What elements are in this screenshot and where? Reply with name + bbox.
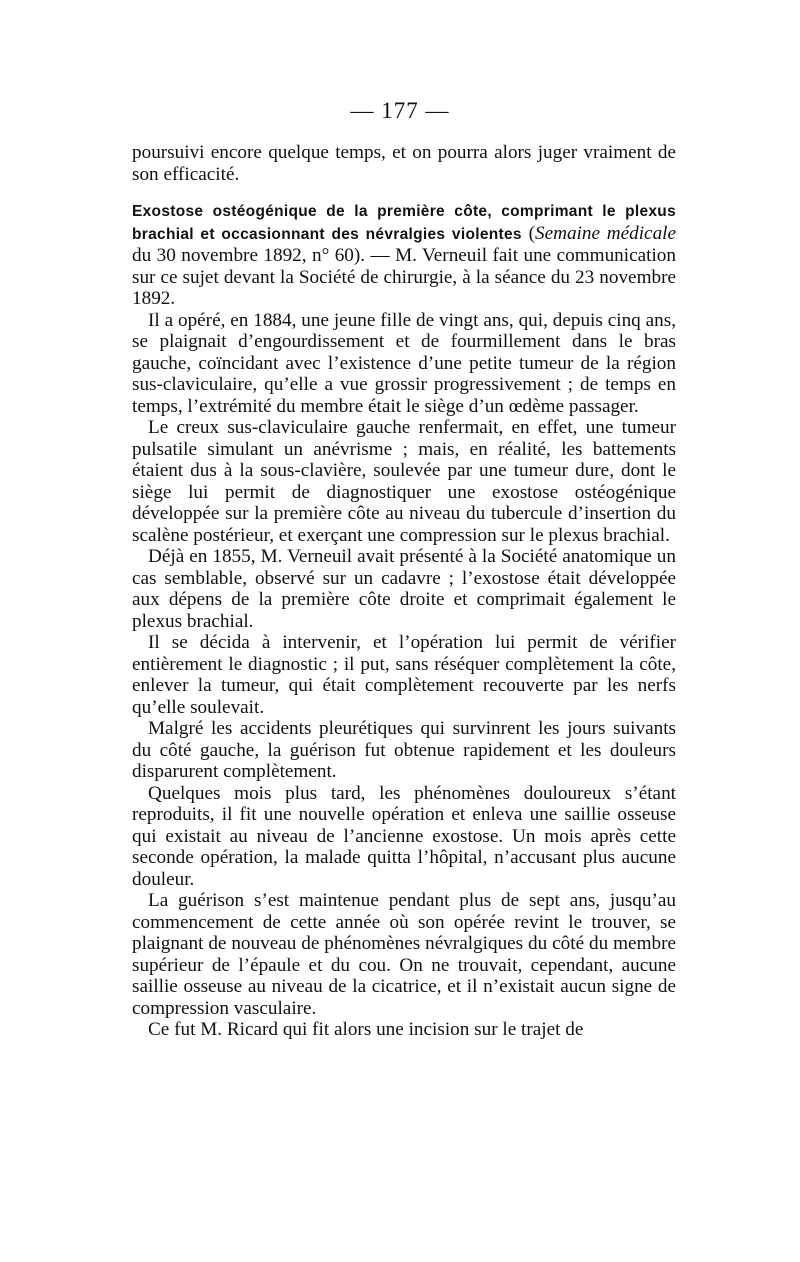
source-details: du 30 novembre 1892, n° 60). — M. Verneuil fait une communication sur ce sujet devant la Société de chirurgie, à la séance du 23 novembre 1892. [132, 245, 676, 309]
article-title: Exostose ostéogénique de la première côte, comprimant le plexus brachial et occasionnant des névralgies violentes [132, 203, 676, 243]
article [132, 200, 676, 1041]
source-open: ( [528, 222, 535, 244]
body-paragraph: Déjà en 1855, M. Verneuil avait présenté à la Société anatomique un cas semblable, observé sur un cadavre ; l’exostose était développée aux dépens de la première côte droite et comprimait également le plexus brachial. [132, 546, 676, 632]
source-journal: Semaine médicale [534, 222, 677, 244]
page-number: — 177 — [350, 98, 450, 123]
body-paragraph: Quelques mois plus tard, les phénomènes douloureux s’étant reproduits, il fit une nouvelle opération et enleva une saillie osseuse qui existait au niveau de l’ancienne exostose. Un mois après cette seconde opération, la malade quitta l’hôpital, n’accusant plus aucune douleur. [132, 782, 676, 890]
intro-block [132, 142, 676, 185]
body-paragraph: Ce fut M. Ricard qui fit alors une incision sur le trajet de [148, 1019, 584, 1040]
intro-paragraph: poursuivi encore quelque temps, et on pourra alors juger vraiment de son efficacité. [132, 142, 676, 185]
article-heading-paragraph [132, 200, 676, 310]
body-paragraph: Il se décida à intervenir, et l’opération lui permit de vérifier entièrement le diagnostic ; il put, sans réséquer complètement la côte, enlever la tumeur, qui était complètement recouverte par les nerfs qu’elle soulevait. [132, 632, 676, 718]
body-paragraph: Le creux sus-claviculaire gauche renfermait, en effet, une tumeur pulsatile simulant un anévrisme ; mais, en réalité, les battements étaient dus à la sous-clavière, soulevée par une tumeur dure, dont le siège lui permit de diagnostiquer une exostose ostéogénique développée sur la première côte au niveau du tubercule d’insertion du scalène postérieur, et exerçant une compression sur le plexus brachial. [132, 417, 676, 546]
body-paragraph: Malgré les accidents pleurétiques qui survinrent les jours suivants du côté gauche, la guérison fut obtenue rapidement et les douleurs disparurent complètement. [132, 718, 676, 782]
body-paragraph: La guérison s’est maintenue pendant plus de sept ans, jusqu’au commencement de cette année où son opérée revint le trouver, se plaignant de nouveau de phénomènes névralgiques du côté du membre supérieur de l’épaule et du cou. On ne trouvait, cependant, aucune saillie osseuse au niveau de la cicatrice, et il n’existait aucun signe de compression vasculaire. [132, 890, 676, 1019]
body-paragraph: Il a opéré, en 1884, une jeune fille de vingt ans, qui, depuis cinq ans, se plaignait d’engourdissement et de fourmillement dans le bras gauche, coïncidant avec l’existence d’une petite tumeur de la région sus-claviculaire, qu’elle a vue grossir progressivement ; de temps en temps, l’extrémité du membre était le siège d’un œdème passager. [132, 309, 676, 417]
